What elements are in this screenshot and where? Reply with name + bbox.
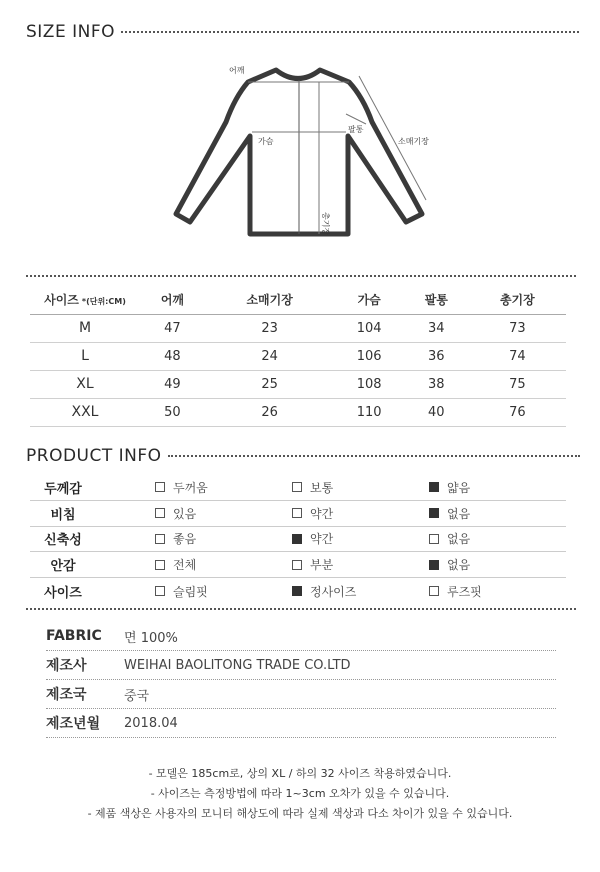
option-label: 루즈핏 bbox=[447, 584, 482, 599]
option-item bbox=[155, 505, 292, 522]
option-label: 부분 bbox=[310, 558, 334, 573]
option-label: 있음 bbox=[173, 506, 197, 521]
manufacturer-value: WEIHAI BAOLITONG TRADE CO.LTD bbox=[124, 657, 351, 673]
size-cell: XXL bbox=[30, 398, 140, 426]
table-cell: 110 bbox=[334, 398, 403, 426]
col-header-arm: 팔통 bbox=[404, 286, 469, 314]
notes bbox=[0, 764, 600, 824]
col-header-total: 총기장 bbox=[469, 286, 566, 314]
table-cell: 49 bbox=[140, 370, 205, 398]
checkbox-filled-icon bbox=[429, 482, 439, 492]
option-item bbox=[292, 556, 429, 573]
size-info-header bbox=[26, 22, 579, 42]
checkbox-filled-icon bbox=[429, 508, 439, 518]
fabric-value: 면 100% bbox=[124, 630, 178, 646]
table-cell: 73 bbox=[469, 314, 566, 342]
diagram-label-sleeve: 소매기장 bbox=[398, 137, 429, 146]
option-label: 얇음 bbox=[447, 480, 471, 495]
table-cell: 25 bbox=[205, 370, 335, 398]
table-cell: 36 bbox=[404, 342, 469, 370]
origin-row bbox=[46, 680, 556, 709]
product-info-header bbox=[26, 446, 580, 466]
table-cell: 34 bbox=[404, 314, 469, 342]
fabric-row bbox=[46, 622, 556, 651]
table-row bbox=[30, 370, 566, 398]
option-label: 두꺼움 bbox=[173, 480, 208, 495]
size-table bbox=[30, 286, 566, 427]
product-row-fit bbox=[30, 578, 566, 604]
table-cell: 23 bbox=[205, 314, 335, 342]
product-row-label: 안감 bbox=[50, 559, 76, 575]
section-divider bbox=[26, 608, 576, 610]
product-row-stretch bbox=[30, 527, 566, 553]
origin-value: 중국 bbox=[124, 688, 150, 704]
checkbox-empty-icon bbox=[155, 560, 165, 570]
origin-label: 제조국 bbox=[46, 687, 87, 703]
table-cell: 40 bbox=[404, 398, 469, 426]
checkbox-empty-icon bbox=[155, 586, 165, 596]
col-header-shoulder: 어깨 bbox=[140, 286, 205, 314]
option-label: 약간 bbox=[310, 506, 334, 521]
table-cell: 50 bbox=[140, 398, 205, 426]
manufacturer-row bbox=[46, 651, 556, 680]
product-row-thickness bbox=[30, 475, 566, 501]
table-cell: 104 bbox=[334, 314, 403, 342]
option-item bbox=[155, 556, 292, 573]
table-cell: 24 bbox=[205, 342, 335, 370]
option-label: 보통 bbox=[310, 480, 334, 495]
size-table-header bbox=[30, 286, 566, 314]
size-info-title: SIZE INFO bbox=[26, 22, 115, 42]
table-cell: 48 bbox=[140, 342, 205, 370]
diagram-label-shoulder: 어깨 bbox=[229, 66, 245, 75]
option-label: 슬림핏 bbox=[173, 584, 208, 599]
checkbox-filled-icon bbox=[292, 534, 302, 544]
product-row-lining bbox=[30, 552, 566, 578]
product-info-table bbox=[30, 475, 566, 604]
col-header-sleeve: 소매기장 bbox=[205, 286, 335, 314]
product-row-label: 신축성 bbox=[44, 533, 82, 549]
option-item bbox=[155, 479, 292, 496]
table-cell: 106 bbox=[334, 342, 403, 370]
option-item bbox=[292, 505, 429, 522]
option-item bbox=[155, 530, 292, 547]
option-item bbox=[429, 583, 566, 600]
option-item bbox=[429, 556, 566, 573]
diagram-label-chest: 가슴 bbox=[258, 137, 274, 146]
product-row-label: 두께감 bbox=[44, 481, 82, 497]
option-item bbox=[292, 583, 429, 600]
checkbox-empty-icon bbox=[155, 534, 165, 544]
table-cell: 26 bbox=[205, 398, 335, 426]
option-label: 전체 bbox=[173, 558, 197, 573]
table-cell: 38 bbox=[404, 370, 469, 398]
option-label: 정사이즈 bbox=[310, 584, 357, 599]
table-cell: 75 bbox=[469, 370, 566, 398]
product-row-label: 비침 bbox=[50, 507, 76, 523]
checkbox-empty-icon bbox=[292, 560, 302, 570]
col-header-chest: 가슴 bbox=[334, 286, 403, 314]
option-label: 없음 bbox=[447, 506, 471, 521]
option-item bbox=[292, 530, 429, 547]
checkbox-filled-icon bbox=[429, 560, 439, 570]
fabric-info bbox=[46, 622, 556, 738]
note-line: - 제품 색상은 사용자의 모니터 해상도에 따라 실제 색상과 다소 차이가 있을 수 있습니다. bbox=[87, 807, 513, 820]
fabric-label: FABRIC bbox=[46, 628, 102, 644]
note-line: - 사이즈는 측정방법에 따라 1~3cm 오차가 있을 수 있습니다. bbox=[150, 787, 450, 800]
size-col-header bbox=[30, 286, 140, 314]
checkbox-empty-icon bbox=[155, 508, 165, 518]
table-row bbox=[30, 314, 566, 342]
checkbox-empty-icon bbox=[292, 508, 302, 518]
date-value: 2018.04 bbox=[124, 715, 178, 731]
product-info-title: PRODUCT INFO bbox=[26, 446, 162, 466]
note-line: - 모델은 185cm로, 상의 XL / 하의 32 사이즈 착용하였습니다. bbox=[148, 767, 452, 780]
date-row bbox=[46, 709, 556, 738]
table-cell: 74 bbox=[469, 342, 566, 370]
size-cell: L bbox=[30, 342, 140, 370]
size-info-divider bbox=[121, 31, 579, 33]
checkbox-empty-icon bbox=[429, 586, 439, 596]
checkbox-empty-icon bbox=[429, 534, 439, 544]
option-item bbox=[429, 530, 566, 547]
table-cell: 108 bbox=[334, 370, 403, 398]
option-label: 약간 bbox=[310, 532, 334, 547]
diagram-label-total: 총기장 bbox=[321, 212, 330, 236]
table-row bbox=[30, 342, 566, 370]
option-label: 없음 bbox=[447, 558, 471, 573]
table-cell: 47 bbox=[140, 314, 205, 342]
option-item bbox=[429, 505, 566, 522]
size-cell: XL bbox=[30, 370, 140, 398]
size-cell: M bbox=[30, 314, 140, 342]
checkbox-empty-icon bbox=[155, 482, 165, 492]
date-label: 제조년월 bbox=[46, 716, 101, 732]
option-label: 없음 bbox=[447, 532, 471, 547]
section-divider bbox=[26, 275, 576, 277]
diagram-label-arm: 팔통 bbox=[348, 125, 364, 134]
table-row bbox=[30, 398, 566, 426]
manufacturer-label: 제조사 bbox=[46, 658, 87, 674]
product-row-label: 사이즈 bbox=[44, 585, 82, 601]
checkbox-filled-icon bbox=[292, 586, 302, 596]
product-info-divider bbox=[168, 455, 580, 457]
size-col-label: 사이즈 bbox=[44, 293, 79, 308]
garment-diagram bbox=[160, 52, 450, 252]
option-item bbox=[429, 479, 566, 496]
option-item bbox=[155, 583, 292, 600]
option-label: 좋음 bbox=[173, 532, 197, 547]
unit-label: *(단위:CM) bbox=[81, 297, 126, 307]
table-cell: 76 bbox=[469, 398, 566, 426]
product-row-sheerness bbox=[30, 501, 566, 527]
option-item bbox=[292, 479, 429, 496]
checkbox-empty-icon bbox=[292, 482, 302, 492]
